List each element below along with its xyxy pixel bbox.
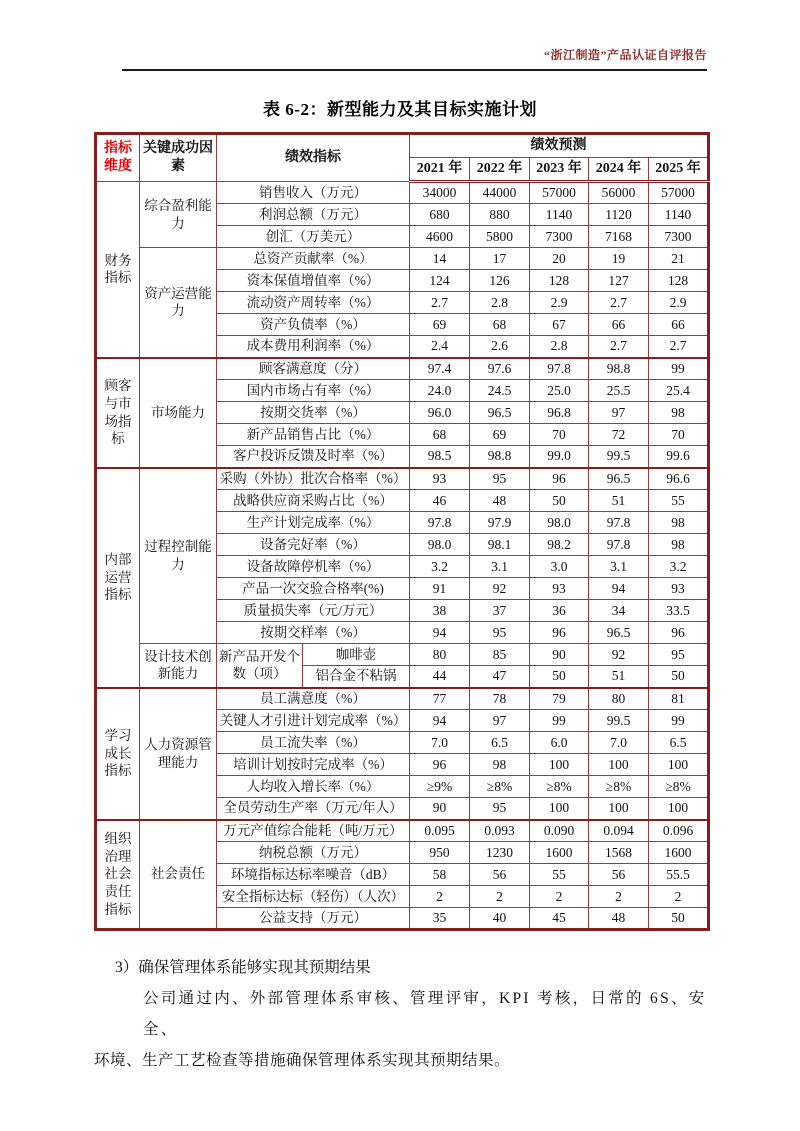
dimension-cell: 顾客与市场指标 [96,358,140,468]
indicator-cell: 新产品开发个数（项） [217,644,303,688]
value-cell: 90 [410,798,470,820]
value-cell: 69 [410,314,470,336]
value-cell: 97 [470,710,530,732]
dimension-header-cell: 指标维度 [96,134,140,182]
value-cell: 128 [649,270,709,292]
value-cell: 58 [410,864,470,886]
value-cell: 6.0 [530,732,589,754]
value-cell: 2.9 [649,292,709,314]
indicator-cell: 培训计划按时完成率（%） [217,754,410,776]
value-cell: 98.8 [470,446,530,468]
indicator-header-cell: 绩效指标 [217,134,410,182]
value-cell: 77 [410,688,470,710]
value-cell: 97.8 [589,512,649,534]
capability-table [94,132,710,931]
value-cell: 100 [649,798,709,820]
indicator-cell: 成本费用利润率（%） [217,336,410,358]
value-cell: 1600 [530,842,589,864]
value-cell: 93 [530,578,589,600]
indicator-cell: 员工流失率（%） [217,732,410,754]
dimension-cell: 组织治理社会责任指标 [96,820,140,930]
indicator-cell: 国内市场占有率（%） [217,380,410,402]
year-header-cell: 2024 年 [589,158,649,182]
value-cell: 1120 [589,204,649,226]
value-cell: 66 [589,314,649,336]
value-cell: 98.0 [410,534,470,556]
value-cell: 98 [470,754,530,776]
dimension-cell: 财务指标 [96,182,140,358]
table-container [94,132,800,931]
year-header-cell: 2023 年 [530,158,589,182]
value-cell: 0.094 [589,820,649,842]
value-cell: 20 [530,248,589,270]
value-cell: 7.0 [410,732,470,754]
value-cell: 2 [470,886,530,908]
indicator-cell: 战略供应商采购占比（%） [217,490,410,512]
value-cell: 66 [649,314,709,336]
value-cell: 50 [649,666,709,688]
value-cell: 0.095 [410,820,470,842]
value-cell: 38 [410,600,470,622]
value-cell: 94 [410,622,470,644]
value-cell: ≥8% [470,776,530,798]
value-cell: 47 [470,666,530,688]
indicator-cell: 按期交货率（%） [217,402,410,424]
value-cell: 680 [410,204,470,226]
value-cell: 98.0 [530,512,589,534]
value-cell: 128 [530,270,589,292]
factor-cell: 人力资源管理能力 [140,688,217,820]
value-cell: 56 [470,864,530,886]
value-cell: 50 [530,490,589,512]
indicator-cell: 全员劳动生产率（万元/年人） [217,798,410,820]
indicator-cell: 资本保值增值率（%） [217,270,410,292]
value-cell: 127 [589,270,649,292]
factor-header-cell: 关键成功因素 [140,134,217,182]
value-cell: 90 [530,644,589,666]
value-cell: 98.8 [589,358,649,380]
factor-cell: 社会责任 [140,820,217,930]
value-cell: 96 [530,468,589,490]
value-cell: 96.5 [589,468,649,490]
value-cell: 99.5 [589,710,649,732]
value-cell: 97.8 [410,512,470,534]
indicator-cell: 人均收入增长率（%） [217,776,410,798]
value-cell: 51 [589,490,649,512]
indicator-cell: 关键人才引进计划完成率（%） [217,710,410,732]
value-cell: 25.0 [530,380,589,402]
table-header-row [96,134,709,158]
value-cell: 70 [649,424,709,446]
value-cell: 97.4 [410,358,470,380]
value-cell: 68 [470,314,530,336]
value-cell: 98 [649,402,709,424]
value-cell: 56000 [589,182,649,204]
value-cell: ≥8% [649,776,709,798]
value-cell: 95 [470,468,530,490]
value-cell: 100 [649,754,709,776]
value-cell: 97 [589,402,649,424]
indicator-cell: 新产品销售占比（%） [217,424,410,446]
value-cell: 94 [589,578,649,600]
value-cell: 46 [410,490,470,512]
value-cell: 100 [589,798,649,820]
value-cell: 93 [649,578,709,600]
dimension-cell: 内部运营指标 [96,468,140,688]
value-cell: 68 [410,424,470,446]
value-cell: 95 [649,644,709,666]
value-cell: 55 [530,864,589,886]
value-cell: 97.8 [589,534,649,556]
value-cell: 99 [649,710,709,732]
value-cell: 7300 [530,226,589,248]
value-cell: 950 [410,842,470,864]
indicator-cell: 生产计划完成率（%） [217,512,410,534]
value-cell: 40 [470,908,530,930]
value-cell: 2.4 [410,336,470,358]
value-cell: 34000 [410,182,470,204]
value-cell: 3.1 [589,556,649,578]
footer-heading: 3）确保管理体系能够实现其预期结果 [115,959,371,976]
factor-cell: 过程控制能力 [140,468,217,644]
value-cell: 92 [589,644,649,666]
value-cell: 2.9 [530,292,589,314]
value-cell: 124 [410,270,470,292]
value-cell: 80 [589,688,649,710]
footer-line: 环境、生产工艺检查等措施确保管理体系实现其预期结果。 [94,1052,511,1069]
value-cell: 126 [470,270,530,292]
value-cell: 99.0 [530,446,589,468]
value-cell: 1140 [649,204,709,226]
value-cell: 44000 [470,182,530,204]
value-cell: 96.8 [530,402,589,424]
table-row [96,820,709,842]
value-cell: 24.0 [410,380,470,402]
value-cell: 93 [410,468,470,490]
year-header-cell: 2021 年 [410,158,470,182]
value-cell: 85 [470,644,530,666]
value-cell: 25.5 [589,380,649,402]
factor-cell: 设计技术创新能力 [140,644,217,688]
value-cell: 98.2 [530,534,589,556]
indicator-cell: 销售收入（万元） [217,182,410,204]
value-cell: 36 [530,600,589,622]
indicator-cell: 纳税总额（万元） [217,842,410,864]
value-cell: 2.7 [410,292,470,314]
value-cell: 6.5 [649,732,709,754]
indicator-cell: 产品一次交验合格率(%) [217,578,410,600]
indicator-cell: 环境指标达标率噪音（dB） [217,864,410,886]
indicator-cell: 顾客满意度（分） [217,358,410,380]
indicator-cell: 员工满意度（%） [217,688,410,710]
value-cell: 50 [530,666,589,688]
value-cell: 35 [410,908,470,930]
indicator-cell: 设备故障停机率（%） [217,556,410,578]
value-cell: 2.7 [589,336,649,358]
value-cell: 100 [530,754,589,776]
value-cell: 2.6 [470,336,530,358]
value-cell: 100 [530,798,589,820]
value-cell: 2 [410,886,470,908]
indicator-cell: 总资产贡献率（%） [217,248,410,270]
year-header-cell: 2025 年 [649,158,709,182]
table-row [96,468,709,490]
indicator-cell: 利润总额（万元） [217,204,410,226]
value-cell: 2.8 [530,336,589,358]
value-cell: 92 [470,578,530,600]
table-row [96,358,709,380]
value-cell: 4600 [410,226,470,248]
value-cell: 55 [649,490,709,512]
value-cell: 51 [589,666,649,688]
footer-paragraph [94,952,707,1076]
indicator-cell: 客户投诉反馈及时率（%） [217,446,410,468]
footer-line: 公司通过内、外部管理体系审核、管理评审，KPI 考核，日常的 6S、安全、 [143,990,707,1038]
value-cell: 79 [530,688,589,710]
value-cell: 78 [470,688,530,710]
value-cell: 96.6 [649,468,709,490]
value-cell: 70 [530,424,589,446]
value-cell: 99 [649,358,709,380]
value-cell: 48 [470,490,530,512]
value-cell: 2.7 [589,292,649,314]
value-cell: 67 [530,314,589,336]
value-cell: 96 [530,622,589,644]
value-cell: 0.096 [649,820,709,842]
value-cell: 97.9 [470,512,530,534]
value-cell: ≥8% [530,776,589,798]
value-cell: 14 [410,248,470,270]
year-header-cell: 2022 年 [470,158,530,182]
value-cell: 99.6 [649,446,709,468]
factor-cell: 资产运营能力 [140,248,217,358]
value-cell: 97.8 [530,358,589,380]
indicator-cell: 资产负债率（%） [217,314,410,336]
value-cell: 25.4 [649,380,709,402]
value-cell: 98.1 [470,534,530,556]
value-cell: 3.2 [410,556,470,578]
value-cell: 0.093 [470,820,530,842]
indicator-sublabel-cell: 铝合金不粘锅 [303,666,410,688]
value-cell: 91 [410,578,470,600]
value-cell: 2.7 [649,336,709,358]
value-cell: 96 [649,622,709,644]
value-cell: 81 [649,688,709,710]
indicator-cell: 设备完好率（%） [217,534,410,556]
report-header-text: “浙江制造”产品认证自评报告 [543,48,707,62]
dimension-cell: 学习成长指标 [96,688,140,820]
value-cell: 48 [589,908,649,930]
table-title: 表 6-2：新型能力及其目标实施计划 [263,100,537,119]
value-cell: 17 [470,248,530,270]
indicator-cell: 创汇（万美元） [217,226,410,248]
value-cell: 80 [410,644,470,666]
indicator-cell: 安全指标达标（轻伤）（人次） [217,886,410,908]
value-cell: 96.5 [470,402,530,424]
value-cell: 37 [470,600,530,622]
value-cell: 1140 [530,204,589,226]
value-cell: 96.0 [410,402,470,424]
value-cell: 1600 [649,842,709,864]
table-row [96,248,709,270]
value-cell: 57000 [530,182,589,204]
value-cell: 98 [649,534,709,556]
value-cell: 1568 [589,842,649,864]
indicator-cell: 公益支持（万元） [217,908,410,930]
table-row [96,688,709,710]
value-cell: 56 [589,864,649,886]
value-cell: 98.5 [410,446,470,468]
value-cell: 72 [589,424,649,446]
value-cell: 2 [530,886,589,908]
value-cell: 34 [589,600,649,622]
indicator-cell: 流动资产周转率（%） [217,292,410,314]
value-cell: 0.090 [530,820,589,842]
value-cell: 5800 [470,226,530,248]
value-cell: 99.5 [589,446,649,468]
value-cell: 95 [470,622,530,644]
indicator-sublabel-cell: 咖啡壶 [303,644,410,666]
value-cell: 69 [470,424,530,446]
value-cell: 95 [470,798,530,820]
value-cell: 97.6 [470,358,530,380]
report-header [122,0,707,71]
value-cell: 7168 [589,226,649,248]
value-cell: 45 [530,908,589,930]
value-cell: 96 [410,754,470,776]
value-cell: 33.5 [649,600,709,622]
indicator-cell: 采购（外协）批次合格率（%） [217,468,410,490]
value-cell: 7300 [649,226,709,248]
value-cell: 100 [589,754,649,776]
value-cell: 2.8 [470,292,530,314]
value-cell: ≥9% [410,776,470,798]
value-cell: 55.5 [649,864,709,886]
table-row [96,644,709,666]
value-cell: 2 [649,886,709,908]
factor-cell: 市场能力 [140,358,217,468]
indicator-cell: 质量损失率（元/万元） [217,600,410,622]
value-cell: 57000 [649,182,709,204]
value-cell: 880 [470,204,530,226]
value-cell: 2 [589,886,649,908]
value-cell: 96.5 [589,622,649,644]
value-cell: 3.2 [649,556,709,578]
indicator-cell: 万元产值综合能耗（吨/万元） [217,820,410,842]
value-cell: 44 [410,666,470,688]
value-cell: 7.0 [589,732,649,754]
factor-cell: 综合盈利能力 [140,182,217,248]
value-cell: 94 [410,710,470,732]
value-cell: 21 [649,248,709,270]
value-cell: 99 [530,710,589,732]
value-cell: ≥8% [589,776,649,798]
table-row [96,182,709,204]
forecast-header-cell: 绩效预测 [410,134,709,158]
value-cell: 98 [649,512,709,534]
value-cell: 50 [649,908,709,930]
value-cell: 3.1 [470,556,530,578]
value-cell: 19 [589,248,649,270]
value-cell: 1230 [470,842,530,864]
value-cell: 24.5 [470,380,530,402]
value-cell: 6.5 [470,732,530,754]
indicator-cell: 按期交样率（%） [217,622,410,644]
value-cell: 3.0 [530,556,589,578]
